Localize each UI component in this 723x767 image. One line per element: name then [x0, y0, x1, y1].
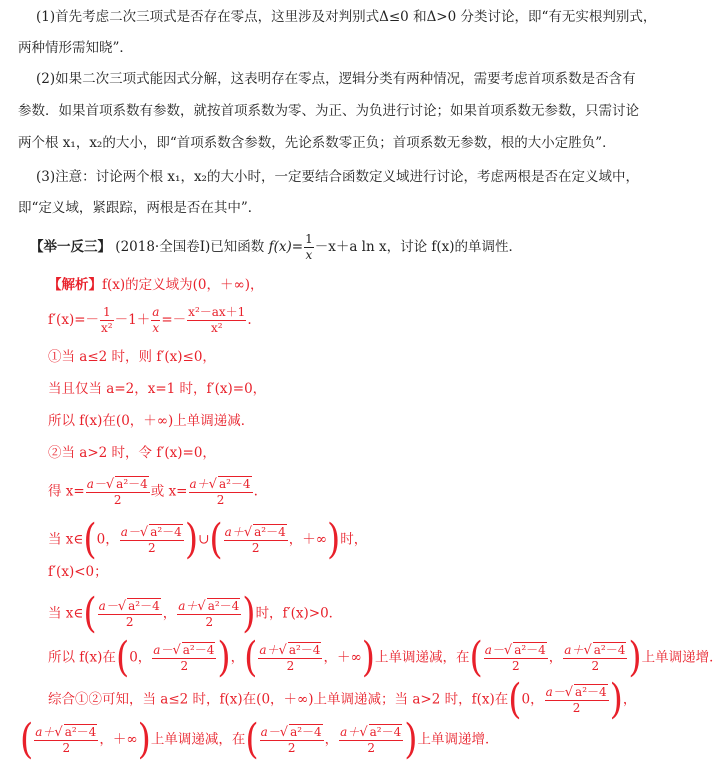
root-minus-a: a－ — [120, 525, 140, 539]
solution-decreasing-line: 所以 f(x)在(0，＋∞)上单调递减． — [48, 413, 255, 429]
root-plus-a: a＋ — [189, 477, 209, 491]
radicand: a²－4 — [254, 525, 286, 539]
root-plus — [224, 524, 288, 556]
root-minus — [484, 642, 548, 674]
decreasing-text: 上单调递减，在 — [150, 731, 246, 748]
intro-p3-line2: 即“定义域，紧跟踪，两根是否在其中”． — [18, 200, 262, 216]
radicand: a²－4 — [64, 725, 97, 739]
solution-equality-line: 当且仅当 a=2，x=1 时，f′(x)=0， — [48, 381, 267, 397]
intro-p1-line1: (1)首先考虑二次三项式是否存在零点，这里涉及对判别式Δ≤0 和Δ>0 分类讨论，即“有无实根判别式， — [36, 9, 657, 25]
root-den: 2 — [62, 741, 71, 755]
sqrt-icon: √ — [105, 477, 115, 492]
interval-zero: 0， — [521, 691, 544, 708]
root-plus-a: a＋ — [178, 599, 198, 613]
sqrt-icon: √ — [139, 525, 149, 540]
radicand: a²－4 — [288, 643, 321, 657]
frac-den: x² — [210, 321, 223, 335]
comma: ， — [548, 649, 563, 666]
interval-prefix: 当 x∈ — [48, 605, 84, 622]
solution-case1-line: ①当 a≤2 时，则 f′(x)≤0， — [48, 349, 216, 365]
problem-fraction — [304, 232, 314, 263]
right-paren-icon: ) — [628, 634, 642, 682]
root-den: 2 — [572, 701, 581, 715]
root-minus-a: a－ — [153, 643, 173, 657]
intro-p2-line3: 两个根 x₁，x₂的大小，即“首项系数含参数，先论系数零正负；首项系数无参数，根的大小定胜负”． — [18, 135, 616, 151]
solution-summary-line1 — [48, 676, 637, 724]
left-paren-icon: ( — [83, 590, 97, 638]
root-den: 2 — [205, 615, 214, 629]
root-plus — [34, 724, 98, 756]
frac-den: x — [152, 321, 160, 335]
monotonic-prefix: 所以 f(x)在 — [48, 649, 116, 666]
fraction-numerator: 1 — [305, 232, 313, 246]
derivative-prefix: f′(x)=－ — [48, 312, 100, 328]
root-minus-a: a－ — [545, 685, 565, 699]
roots-end: . — [253, 483, 258, 500]
root-plus-a: a＋ — [35, 725, 55, 739]
interval-zero: 0， — [96, 531, 119, 548]
solution-interval-pos-line — [48, 590, 343, 638]
decreasing-text: 上单调递减，在 — [374, 649, 470, 666]
root-den: 2 — [367, 741, 376, 755]
frac-a-over-x — [151, 305, 160, 336]
interval-end: 时，f′(x)>0． — [255, 605, 343, 622]
interval-prefix: 当 x∈ — [48, 531, 84, 548]
left-paren-icon: ( — [508, 676, 522, 724]
derivative-end: . — [247, 312, 252, 328]
intro-p1-line2: 两种情形需知晓”． — [18, 40, 133, 56]
solution-roots-line — [48, 476, 258, 508]
radicand: a²－4 — [207, 599, 240, 613]
left-paren-icon: ( — [244, 634, 258, 682]
derivative-eq: =－ — [161, 312, 187, 328]
problem-source: (2018·全国卷Ⅰ)已知函数 — [115, 239, 265, 255]
derivative-mid: －1＋ — [114, 312, 151, 328]
sqrt-icon: √ — [172, 643, 181, 658]
left-paren-icon: ( — [209, 516, 223, 564]
solution-monotonic-line — [48, 634, 723, 682]
root-den: 2 — [216, 493, 225, 507]
right-paren-icon: ) — [184, 516, 199, 564]
root-minus — [260, 724, 324, 756]
frac-num: 1 — [100, 305, 114, 321]
root-minus — [152, 642, 216, 674]
sqrt-icon: √ — [278, 643, 287, 658]
root-minus-a: a－ — [98, 599, 118, 613]
sqrt-icon: √ — [208, 477, 217, 492]
sqrt-icon: √ — [117, 599, 127, 614]
union-symbol: ∪ — [198, 531, 210, 548]
root-den: 2 — [286, 659, 295, 673]
root-minus — [545, 684, 609, 716]
comma: ， — [162, 605, 177, 622]
solution-derivative-line — [48, 305, 252, 336]
interval-infinity: ，＋∞ — [99, 731, 138, 748]
radicand: a²－4 — [369, 725, 402, 739]
radicand: a²－4 — [514, 643, 546, 657]
root-minus — [98, 598, 162, 630]
sqrt-icon: √ — [243, 525, 253, 540]
left-paren-icon: ( — [20, 716, 34, 764]
problem-tag: 【举一反三】 — [30, 239, 111, 255]
frac-den: x² — [101, 321, 113, 335]
radicand: a²－4 — [218, 477, 251, 491]
radicand: a²－4 — [593, 643, 626, 657]
root-den: 2 — [180, 659, 189, 673]
root-plus — [339, 724, 403, 756]
solution-interval-neg-line — [48, 516, 368, 564]
sqrt-icon: √ — [54, 725, 63, 740]
root-den: 2 — [125, 615, 134, 629]
root-plus — [177, 598, 241, 630]
root-den: 2 — [287, 741, 296, 755]
problem-line — [30, 232, 522, 263]
root-plus-a: a＋ — [224, 525, 244, 539]
root-den: 2 — [251, 541, 260, 555]
radicand: a²－4 — [290, 725, 322, 739]
comma: ， — [324, 731, 339, 748]
left-paren-icon: ( — [83, 516, 97, 564]
root-minus-a: a－ — [86, 477, 106, 491]
sqrt-icon: √ — [279, 725, 289, 740]
sqrt-icon: √ — [503, 643, 513, 658]
problem-tail: －x＋a ln x，讨论 f(x)的单调性． — [314, 239, 523, 255]
left-paren-icon: ( — [469, 634, 483, 682]
radicand: a²－4 — [128, 599, 160, 613]
solution-summary-line2 — [20, 716, 499, 764]
solution-negative-line: f′(x)<0； — [48, 564, 108, 580]
roots-or: 或 x= — [150, 483, 188, 500]
left-paren-icon: ( — [245, 716, 259, 764]
left-paren-icon: ( — [115, 634, 130, 682]
right-paren-icon: ) — [404, 716, 418, 764]
solution-case2-line: ②当 a>2 时，令 f′(x)=0， — [48, 445, 216, 461]
root-plus-a: a＋ — [564, 643, 584, 657]
sqrt-icon: √ — [197, 599, 206, 614]
interval-infinity: ，＋∞ — [288, 531, 327, 548]
solution-tag: 【解析】 — [48, 277, 102, 293]
sqrt-icon: √ — [583, 643, 592, 658]
interval-infinity: ，＋∞ — [323, 649, 362, 666]
radicand: a²－4 — [182, 643, 215, 657]
right-paren-icon: ) — [609, 676, 623, 724]
root-minus-a: a－ — [484, 643, 504, 657]
summary-text: 综合①②可知，当 a≤2 时，f(x)在(0，＋∞)上单调递减；当 a>2 时，f(x)在 — [48, 691, 509, 708]
root-minus-a: a－ — [260, 725, 280, 739]
interval-end: 时， — [340, 531, 368, 548]
roots-prefix: 得 x= — [48, 483, 85, 500]
interval-zero: 0， — [129, 649, 152, 666]
root-minus — [120, 524, 184, 556]
problem-fx: f(x)= — [268, 239, 304, 255]
right-paren-icon: ) — [326, 516, 341, 564]
radicand: a²－4 — [116, 477, 148, 491]
root-den: 2 — [591, 659, 600, 673]
root-den: 2 — [147, 541, 156, 555]
frac-1-over-x2 — [100, 305, 114, 336]
intro-p2-line1: (2)如果二次三项式能因式分解，这表明存在零点，逻辑分类有两种情况，需要考虑首项系数是否含有 — [36, 71, 636, 87]
frac-num: a — [152, 305, 160, 319]
root-minus — [86, 476, 150, 508]
root-den: 2 — [113, 493, 122, 507]
frac-quadratic — [187, 305, 246, 336]
fraction-denominator: x — [305, 248, 313, 262]
solution-domain: f(x)的定义域为(0，＋∞)， — [102, 277, 264, 293]
radicand: a²－4 — [575, 685, 607, 699]
increasing-text: 上单调递增． — [417, 731, 499, 748]
right-paren-icon: ) — [137, 716, 151, 764]
root-plus-a: a＋ — [259, 643, 279, 657]
radicand: a²－4 — [150, 525, 182, 539]
intro-p2-line2: 参数．如果首项系数有参数，就按首项系数为零、为正、为负进行讨论；如果首项系数无参数，只需讨论 — [18, 103, 639, 119]
root-den: 2 — [511, 659, 520, 673]
frac-num: x²－ax＋1 — [188, 305, 246, 319]
intro-p3-line1: (3)注意：讨论两个根 x₁，x₂的大小时，一定要结合函数定义域进行讨论，考虑两根是否在定义域中， — [36, 169, 639, 185]
sqrt-icon: √ — [359, 725, 368, 740]
sqrt-icon: √ — [564, 685, 574, 700]
right-paren-icon: ) — [217, 634, 231, 682]
comma: ， — [230, 649, 245, 666]
increasing-text: 上单调递增． — [641, 649, 723, 666]
root-plus-a: a＋ — [340, 725, 360, 739]
solution-line-1 — [48, 276, 264, 294]
comma: ， — [622, 691, 637, 708]
root-plus — [563, 642, 627, 674]
right-paren-icon: ) — [242, 590, 256, 638]
right-paren-icon: ) — [361, 634, 375, 682]
root-plus — [189, 476, 253, 508]
root-plus — [258, 642, 322, 674]
